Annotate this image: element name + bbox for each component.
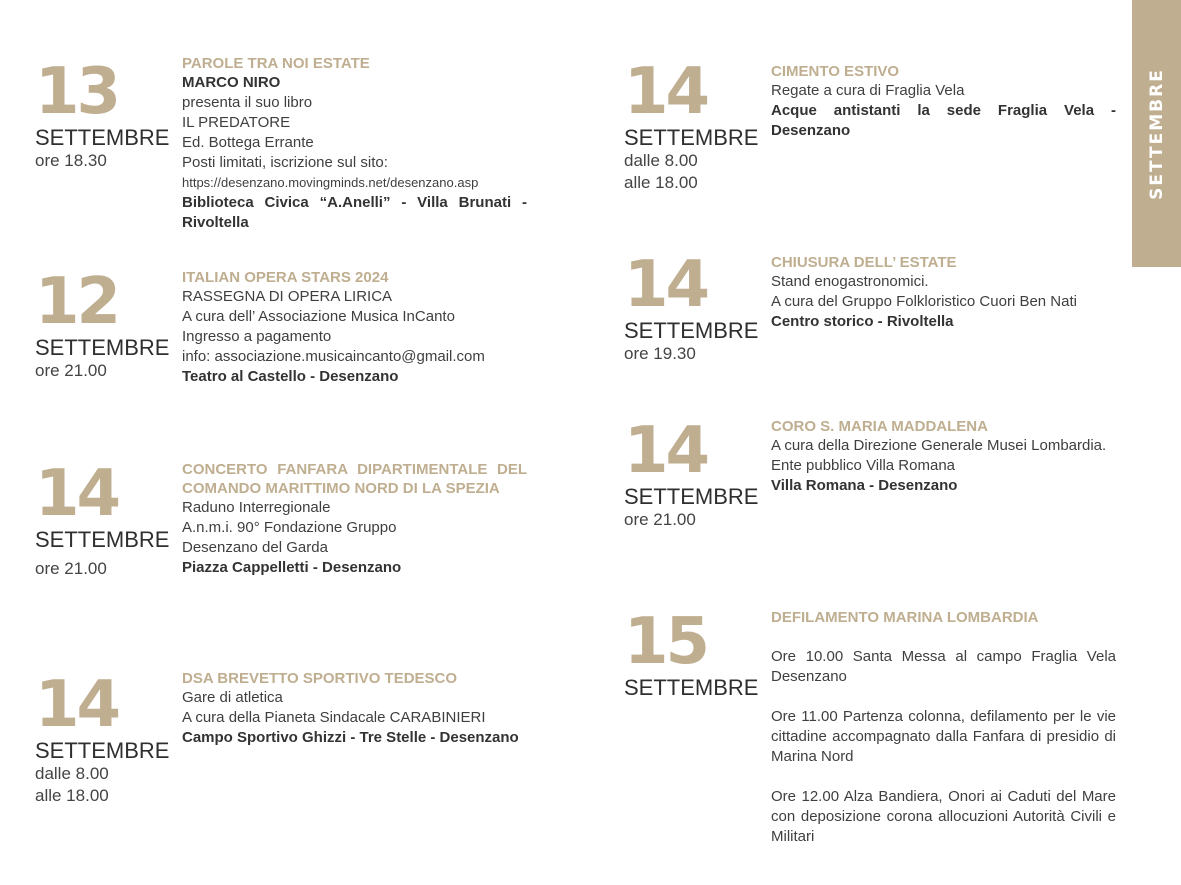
event-title: ITALIAN OPERA STARS 2024 bbox=[182, 269, 389, 286]
event-date bbox=[35, 55, 175, 172]
event-title: PAROLE TRA NOI ESTATE bbox=[182, 55, 370, 72]
event-time-end: alle 18.00 bbox=[35, 786, 109, 805]
event-location: Campo Sportivo Ghizzi - Tre Stelle - Desenzano bbox=[182, 729, 519, 746]
event-title: CORO S. MARIA MADDALENA bbox=[771, 418, 988, 435]
event-month: SETTEMBRE bbox=[35, 335, 170, 360]
event-month: SETTEMBRE bbox=[624, 675, 759, 700]
event-line: Desenzano del Garda bbox=[182, 539, 328, 556]
event-day: 14 bbox=[35, 668, 119, 742]
event-month: SETTEMBRE bbox=[35, 738, 170, 763]
event-line: Posti limitati, iscrizione sul sito: bbox=[182, 154, 388, 171]
event-time: ore 19.30 bbox=[624, 344, 696, 363]
event-line: Raduno Interregionale bbox=[182, 499, 331, 516]
event-email[interactable]: info: associazione.musicaincanto@gmail.com bbox=[182, 348, 485, 365]
event-day: 14 bbox=[624, 414, 708, 488]
event-date bbox=[35, 457, 175, 580]
event-time-start: dalle 8.00 bbox=[624, 151, 698, 170]
event-line: A cura della Direzione Generale Musei Lombardia. bbox=[771, 437, 1107, 454]
event-line: A cura del Gruppo Folkloristico Cuori Ben Nati bbox=[771, 293, 1077, 310]
event-day: 14 bbox=[35, 457, 119, 531]
event-info bbox=[771, 417, 1116, 496]
event-time-end: alle 18.00 bbox=[624, 173, 698, 192]
event-location: Acque antistanti la sede Fraglia Vela - Desenzano bbox=[771, 102, 1116, 139]
event-time-start: dalle 8.00 bbox=[35, 764, 109, 783]
event-line: A cura della Pianeta Sindacale CARABINIERI bbox=[182, 709, 486, 726]
event-location: Teatro al Castello - Desenzano bbox=[182, 368, 399, 385]
event-info bbox=[182, 669, 527, 748]
event-line: Gare di atletica bbox=[182, 689, 283, 706]
event-line: Ente pubblico Villa Romana bbox=[771, 457, 956, 474]
event-month: SETTEMBRE bbox=[624, 318, 759, 343]
event-url-link[interactable]: https://desenzano.movingminds.net/desenzano.asp bbox=[182, 175, 479, 190]
event-date bbox=[624, 248, 764, 365]
event-date bbox=[624, 55, 764, 194]
event-title: DEFILAMENTO MARINA LOMBARDIA bbox=[771, 609, 1039, 626]
event-info bbox=[182, 460, 527, 578]
month-tab-label: SETTEMBRE bbox=[1146, 67, 1167, 200]
event-date bbox=[35, 265, 175, 382]
event-location: Biblioteca Civica “A.Anelli” - Villa Brunati - Rivoltella bbox=[182, 194, 527, 231]
event-day: 13 bbox=[35, 55, 119, 129]
event-location: Piazza Cappelletti - Desenzano bbox=[182, 559, 402, 576]
event-month: SETTEMBRE bbox=[624, 484, 759, 509]
event-line: Ingresso a pagamento bbox=[182, 328, 332, 345]
event-month: SETTEMBRE bbox=[35, 527, 170, 552]
event-time: ore 21.00 bbox=[35, 559, 107, 578]
event-line: presenta il suo libro bbox=[182, 94, 313, 111]
event-title: CONCERTO FANFARA DIPARTIMENTALE DEL COMANDO MARITTIMO NORD DI LA SPEZIA bbox=[182, 461, 527, 497]
event-time: ore 21.00 bbox=[35, 361, 107, 380]
event-paragraph: Ore 10.00 Santa Messa al campo Fraglia Vela Desenzano bbox=[771, 648, 1116, 685]
event-title: DSA BREVETTO SPORTIVO TEDESCO bbox=[182, 670, 458, 687]
month-tab bbox=[1132, 0, 1181, 267]
event-line: IL PREDATORE bbox=[182, 114, 291, 131]
event-day: 15 bbox=[624, 605, 708, 679]
event-location: Centro storico - Rivoltella bbox=[771, 313, 954, 330]
event-title: CHIUSURA DELL’ ESTATE bbox=[771, 254, 957, 271]
event-info bbox=[771, 62, 1116, 141]
event-month: SETTEMBRE bbox=[35, 125, 170, 150]
event-line: A cura dell’ Associazione Musica InCanto bbox=[182, 308, 455, 325]
event-line: Ed. Bottega Errante bbox=[182, 134, 314, 151]
event-line: RASSEGNA DI OPERA LIRICA bbox=[182, 288, 393, 305]
event-time: ore 18.30 bbox=[35, 151, 107, 170]
event-time: ore 21.00 bbox=[624, 510, 696, 529]
event-day: 12 bbox=[35, 265, 119, 339]
event-date bbox=[35, 668, 175, 807]
event-location: Villa Romana - Desenzano bbox=[771, 477, 958, 494]
event-month: SETTEMBRE bbox=[624, 125, 759, 150]
event-date bbox=[624, 414, 764, 531]
event-info bbox=[771, 253, 1116, 332]
event-line: Regate a cura di Fraglia Vela bbox=[771, 82, 965, 99]
event-title: CIMENTO ESTIVO bbox=[771, 63, 900, 80]
event-day: 14 bbox=[624, 248, 708, 322]
event-paragraph: Ore 12.00 Alza Bandiera, Onori ai Caduti del Mare con deposizione corona allocuzioni Autorità Civili e Militari bbox=[771, 788, 1116, 845]
event-info bbox=[182, 54, 527, 233]
event-date bbox=[624, 605, 764, 700]
event-author: MARCO NIRO bbox=[182, 74, 281, 91]
event-line: A.n.m.i. 90° Fondazione Gruppo bbox=[182, 519, 397, 536]
event-info bbox=[182, 268, 527, 387]
event-day: 14 bbox=[624, 55, 708, 129]
event-info bbox=[771, 608, 1116, 847]
event-line: Stand enogastronomici. bbox=[771, 273, 929, 290]
event-paragraph: Ore 11.00 Partenza colonna, defilamento per le vie cittadine accompagnato dalla Fanfara di presidio di Marina Nord bbox=[771, 708, 1116, 765]
